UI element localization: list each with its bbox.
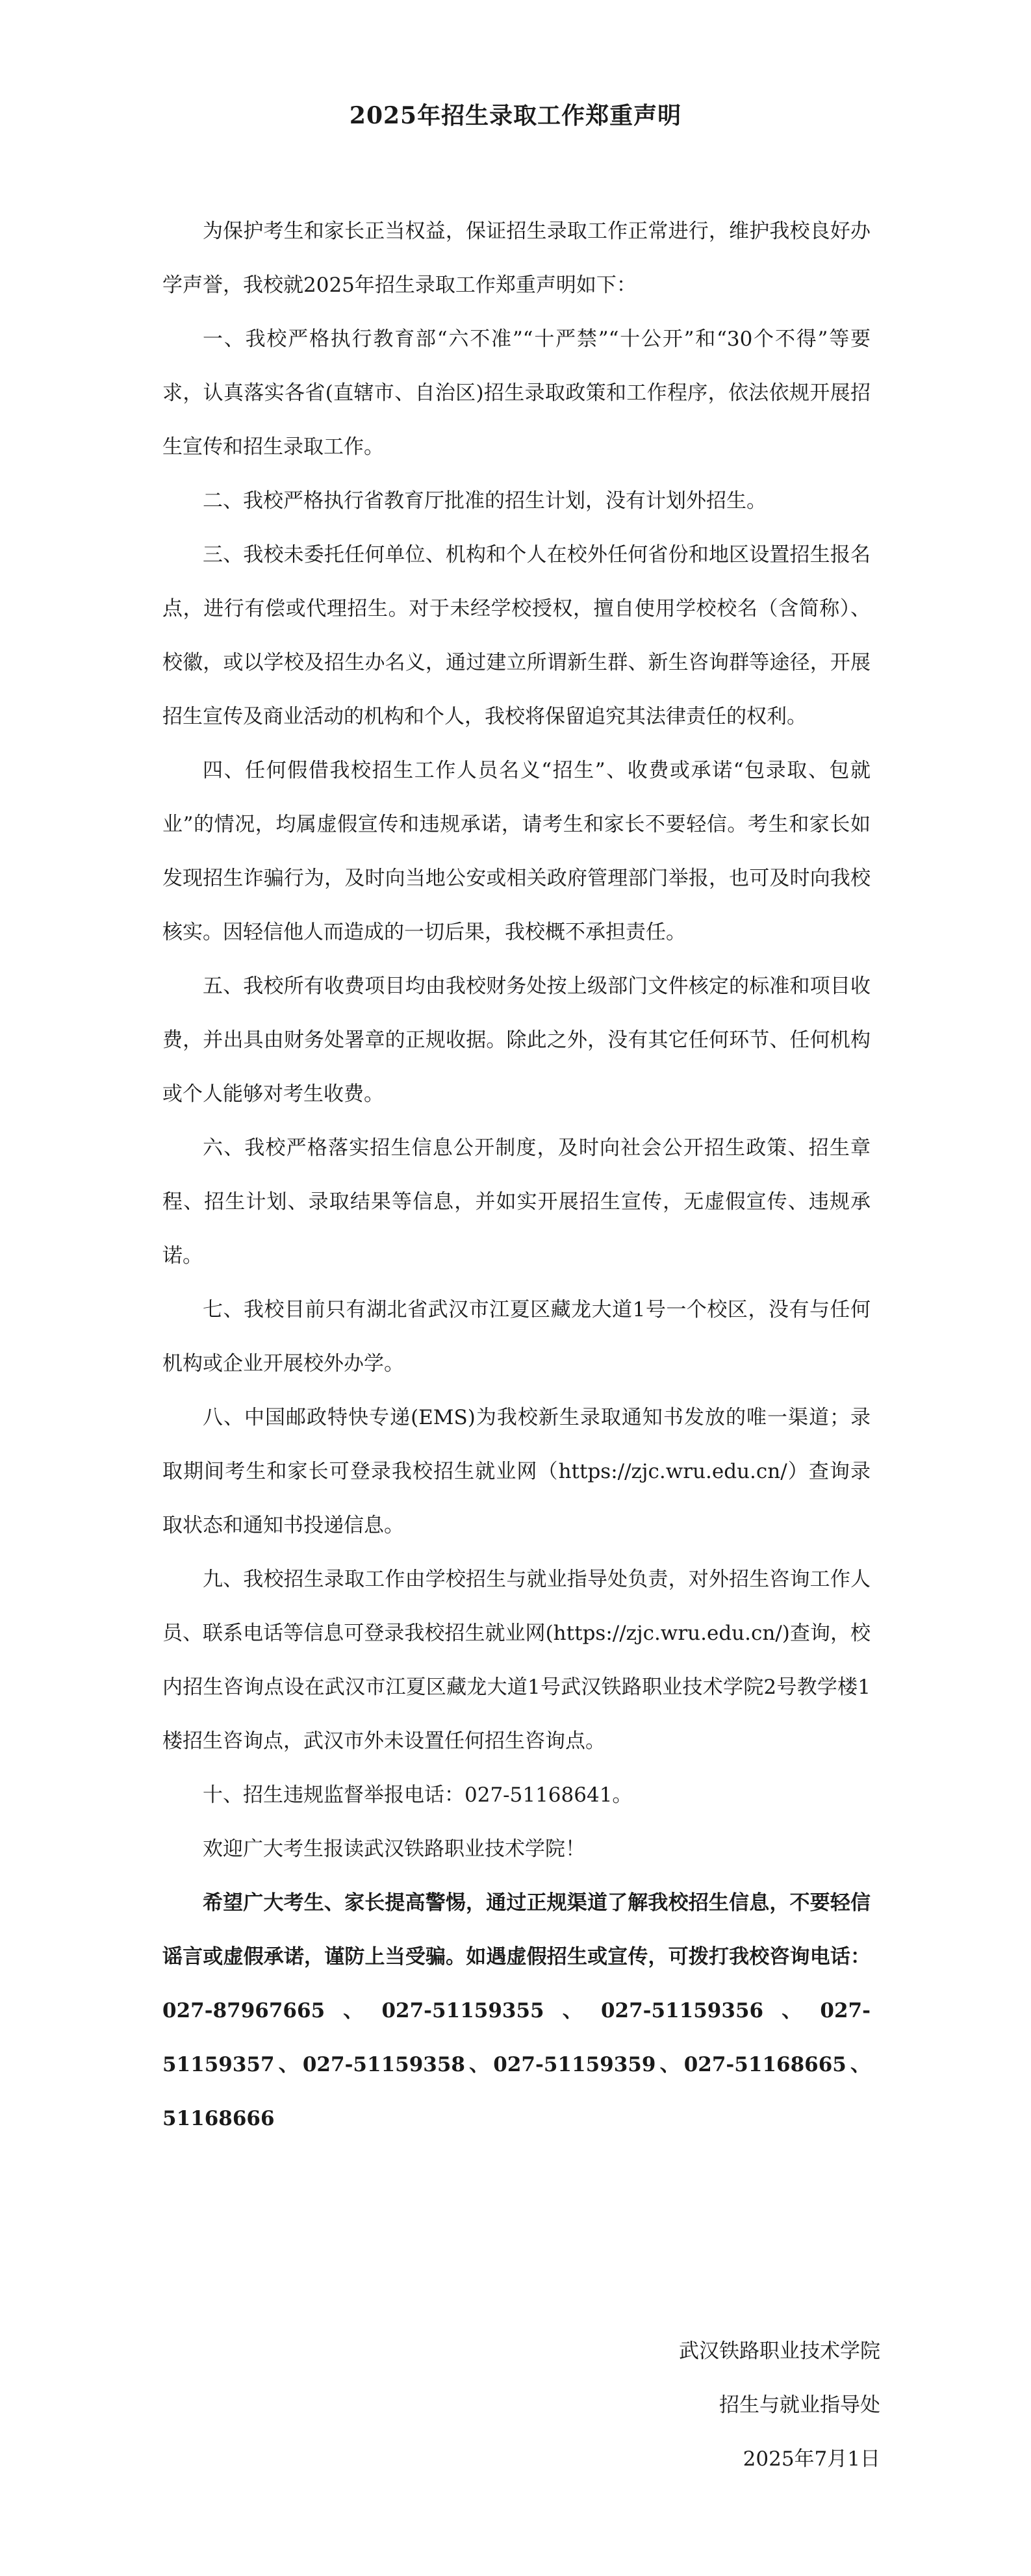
signature-organization: 武汉铁路职业技术学院 bbox=[679, 2340, 880, 2363]
page-title: 2025年招生录取工作郑重声明 bbox=[349, 102, 682, 129]
clause-2-paragraph: 二、我校严格执行省教育厅批准的招生计划，没有计划外招生。 bbox=[203, 489, 767, 513]
clause-6-paragraph: 六、我校严格落实招生信息公开制度，及时向社会公开招生政策、招生章程、招生计划、录取结果等信息，并如实开展招生宣传，无虚假宣传、违规承诺。 bbox=[162, 1136, 871, 1268]
clause-8-paragraph: 八、中国邮政特快专递(EMS)为我校新生录取通知书发放的唯一渠道；录取期间考生和家长可登录我校招生就业网（https://zjc.wru.edu.cn/）查询录取状态和通知书投递信息。 bbox=[162, 1406, 871, 1537]
signature-department: 招生与就业指导处 bbox=[719, 2393, 880, 2417]
clause-5-paragraph: 五、我校所有收费项目均由我校财务处按上级部门文件核定的标准和项目收费，并出具由财务处署章的正规收据。除此之外，没有其它任何环节、任何机构或个人能够对考生收费。 bbox=[162, 975, 871, 1106]
welcome-paragraph: 欢迎广大考生报读武汉铁路职业技术学院！ bbox=[203, 1837, 585, 1861]
intro-paragraph: 为保护考生和家长正当权益，保证招生录取工作正常进行，维护我校良好办学声誉，我校就2025年招生录取工作郑重声明如下： bbox=[162, 220, 871, 297]
clause-10-paragraph: 十、招生违规监督举报电话：027-51168641。 bbox=[203, 1783, 633, 1807]
notice-body bbox=[162, 205, 871, 2146]
warning-paragraph: 希望广大考生、家长提高警惕，通过正规渠道了解我校招生信息，不要轻信谣言或虚假承诺，谨防上当受骗。如遇虚假招生或宣传，可拨打我校咨询电话：027-87967665、027-51159355、027-51159356、027-51159357、027-51159358、027-51159359、027-51168665、51168666 bbox=[162, 1891, 871, 2130]
signature-date: 2025年7月1日 bbox=[743, 2447, 880, 2471]
clause-9-paragraph: 九、我校招生录取工作由学校招生与就业指导处负责，对外招生咨询工作人员、联系电话等信息可登录我校招生就业网(https://zjc.wru.edu.cn/)查询，校内招生咨询点设在武汉市江夏区藏龙大道1号武汉铁路职业技术学院2号教学楼1楼招生咨询点，武汉市外未设置任何招生咨询点。 bbox=[162, 1568, 871, 1753]
clause-4-paragraph: 四、任何假借我校招生工作人员名义“招生”、收费或承诺“包录取、包就业”的情况，均属虚假宣传和违规承诺，请考生和家长不要轻信。考生和家长如发现招生诈骗行为，及时向当地公安或相关政府管理部门举报，也可及时向我校核实。因轻信他人而造成的一切后果，我校概不承担责任。 bbox=[162, 759, 871, 944]
clause-7-paragraph: 七、我校目前只有湖北省武汉市江夏区藏龙大道1号一个校区，没有与任何机构或企业开展校外办学。 bbox=[162, 1298, 871, 1375]
clause-1-paragraph: 一、我校严格执行教育部“六不准”“十严禁”“十公开”和“30个不得”等要求，认真落实各省(直辖市、自治区)招生录取政策和工作程序，依法依规开展招生宣传和招生录取工作。 bbox=[162, 327, 871, 459]
clause-3-paragraph: 三、我校未委托任何单位、机构和个人在校外任何省份和地区设置招生报名点，进行有偿或代理招生。对于未经学校授权，擅自使用学校校名（含简称）、校徽，或以学校及招生办名义，通过建立所谓新生群、新生咨询群等途径，开展招生宣传及商业活动的机构和个人，我校将保留追究其法律责任的权利。 bbox=[162, 543, 871, 728]
